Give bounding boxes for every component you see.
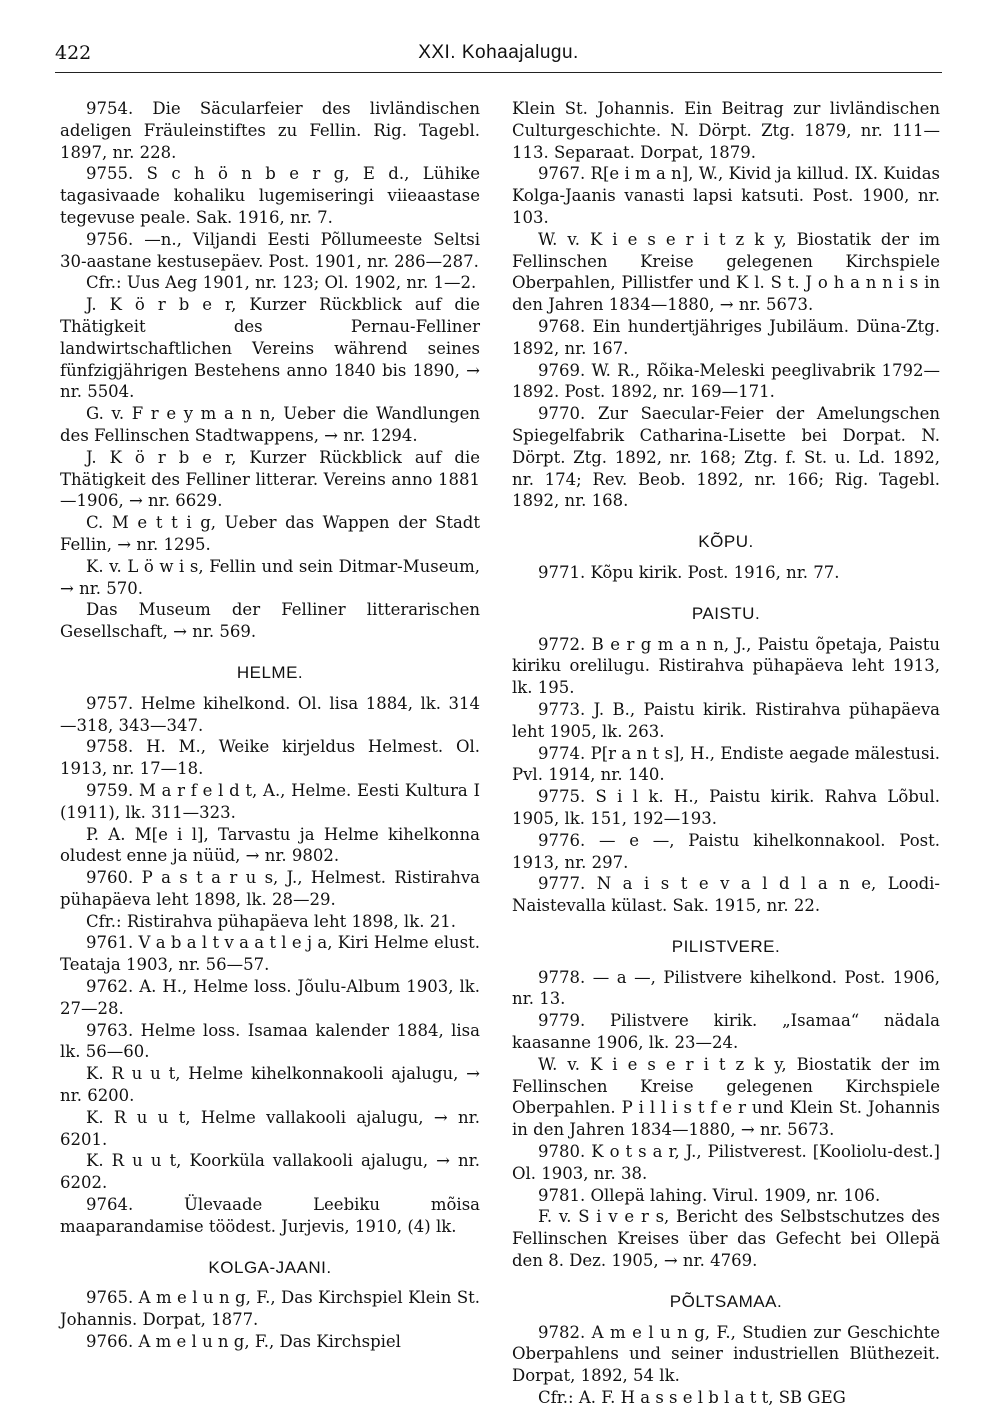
bibliography-entry: Klein St. Johannis. Ein Beitrag zur livländischen Culturgeschichte. N. Dörpt. Ztg. 1879, nr. 111—113. Separaat. Dorpat, 1879. — [512, 99, 940, 162]
bibliography-entry: 9758. H. M., Weike kirjeldus Helmest. Ol. 1913, nr. 17—18. — [60, 737, 480, 779]
bibliography-entry: K. v. L ö w i s, Fellin und sein Ditmar-Museum, → nr. 570. — [60, 556, 480, 598]
section-heading: PAISTU. — [691, 603, 761, 623]
bibliography-entry: 9771. Kõpu kirik. Post. 1916, nr. 77. — [538, 562, 840, 582]
bibliography-entry: Cfr.: Uus Aeg 1901, nr. 123; Ol. 1902, nr. 1—2. — [86, 273, 477, 293]
bibliography-entry: 9761. V a b a l t v a a t l e j a, Kiri Helme elust. Teataja 1903, nr. 56—57. — [60, 933, 480, 975]
bibliography-entry: 9778. — a —, Pilistvere kihelkond. Post. 1906, nr. 13. — [512, 967, 940, 1009]
bibliography-entry: K. R u u t, Koorküla vallakooli ajalugu, → nr. 6202. — [60, 1151, 480, 1193]
bibliography-entry: 9764. Ülevaade Leebiku mõisa maaparandamise töödest. Jurjevis, 1910, (4) lk. — [60, 1195, 480, 1236]
bibliography-entry: 9757. Helme kihelkond. Ol. lisa 1884, lk. 314—318, 343—347. — [60, 693, 480, 735]
bibliography-entry: 9779. Pilistvere kirik. „Isamaa“ nädala kaasanne 1906, lk. 23—24. — [512, 1011, 940, 1053]
bibliography-entry: J. K ö r b e r, Kurzer Rückblick auf die Thätigkeit des Pernau-Felliner landwirtschaftlichen Vereins während seines fünfzigjährigen Bestehens anno 1840 bis 1890, → nr. 5504. — [60, 295, 480, 402]
bibliography-entry: 9770. Zur Saecular-Feier der Amelungschen Spiegelfabrik Catharina-Lisette bei Dorpat. N. Dörpt. Ztg. 1892, nr. 168; Ztg. f. St. u. Ld. 1892, nr. 174; Rev. Beob. 1892, nr. 166; Rig. Tagebl. 1892, nr. 168. — [512, 404, 940, 511]
bibliography-entry: 9756. —n., Viljandi Eesti Põllumeeste Seltsi 30-aastane kestusepäev. Post. 1901, nr. 286—287. — [60, 229, 480, 271]
section-heading: KOLGA-JAANI. — [208, 1257, 332, 1277]
bibliography-entry: C. M e t t i g, Ueber das Wappen der Stadt Fellin, → nr. 1295. — [60, 513, 480, 554]
bibliography-entry: 9768. Ein hundertjähriges Jubiläum. Düna-Ztg. 1892, nr. 167. — [512, 316, 940, 358]
bibliography-entry: 9765. A m e l u n g, F., Das Kirchspiel Klein St. Johannis. Dorpat, 1877. — [60, 1288, 480, 1330]
bibliography-entry: 9754. Die Säcularfeier des livländischen adeligen Fräuleinstiftes zu Fellin. Rig. Tagebl. 1897, nr. 228. — [60, 99, 480, 162]
section-heading: PÕLTSAMAA. — [669, 1291, 783, 1311]
bibliography-entry: 9775. S i l k. H., Paistu kirik. Rahva Lõbul. 1905, lk. 151, 192—193. — [512, 787, 940, 828]
bibliography-entry: 9777. N a i s t e v a l d l a n e, Loodi-Naistevalla külast. Sak. 1915, nr. 22. — [512, 874, 940, 916]
bibliography-entry: 9760. P a s t a r u s, J., Helmest. Ristirahva pühapäeva leht 1898, lk. 28—29. — [60, 868, 480, 909]
bibliography-entry: 9781. Ollepä lahing. Virul. 1909, nr. 106. — [538, 1185, 881, 1205]
bibliography-entry: P. A. M[e i l], Tarvastu ja Helme kihelkonna oludest enne ja nüüd, → nr. 9802. — [60, 824, 480, 866]
running-title: XXI. Kohaajalugu. — [418, 42, 579, 63]
bibliography-entry: Das Museum der Felliner litterarischen Gesellschaft, → nr. 569. — [60, 600, 480, 642]
left-column — [60, 98, 480, 1353]
bibliography-entry: 9759. M a r f e l d t, A., Helme. Eesti Kultura I (1911), lk. 311—323. — [60, 780, 480, 822]
bibliography-entry: 9763. Helme loss. Isamaa kalender 1884, lisa lk. 56—60. — [60, 1020, 480, 1062]
bibliography-entry: Cfr.: Ristirahva pühapäeva leht 1898, lk. 21. — [86, 911, 456, 931]
bibliography-entry: 9780. K o t s a r, J., Pilistverest. [Kooliolu-dest.] Ol. 1903, nr. 38. — [512, 1142, 940, 1183]
bibliography-entry: 9774. P[r a n t s], H., Endiste aegade mälestusi. Pvl. 1914, nr. 140. — [512, 743, 940, 785]
bibliography-entry: 9773. J. B., Paistu kirik. Ristirahva pühapäeva leht 1905, lk. 263. — [512, 699, 940, 741]
bibliography-entry: 9782. A m e l u n g, F., Studien zur Geschichte Oberpahlens und seiner industriellen Blüthezeit. Dorpat, 1892, 54 lk. — [512, 1322, 940, 1386]
section-heading: PILISTVERE. — [671, 936, 781, 956]
bibliography-entry: F. v. S i v e r s, Bericht des Selbstschutzes des Fellinschen Kreises über das Gefecht bei Ollepä den 8. Dez. 1905, → nr. 4769. — [512, 1207, 940, 1271]
bibliography-entry: W. v. K i e s e r i t z k y, Biostatik der im Fellinschen Kreise gelegenen Kirchspiele Oberpahlen. P i l l i s t f e r und Klein St. Johannis in den Jahren 1834—1880, → nr. 5673. — [512, 1054, 940, 1140]
bibliography-entry: 9769. W. R., Rõika-Meleski peeglivabrik 1792—1892. Post. 1892, nr. 169—171. — [512, 360, 940, 402]
section-heading: HELME. — [236, 662, 304, 682]
bibliography-entry: 9772. B e r g m a n n, J., Paistu õpetaja, Paistu kiriku orelilugu. Ristirahva pühapäeva leht 1913, lk. 195. — [512, 634, 940, 698]
page-number: 422 — [55, 42, 92, 64]
bibliography-entry: 9766. A m e l u n g, F., Das Kirchspiel — [86, 1332, 401, 1352]
page-header — [55, 38, 942, 73]
right-column — [512, 98, 940, 1409]
section-heading: KÕPU. — [698, 532, 754, 552]
bibliography-entry: W. v. K i e s e r i t z k y, Biostatik der im Fellinschen Kreise gelegenen Kirchspiele Oberpahlen, Pillistfer und K l. S t. J o h a n n i s in den Jahren 1834—1880, → nr. 5673. — [512, 229, 940, 315]
bibliography-entry: J. K ö r b e r, Kurzer Rückblick auf die Thätigkeit des Felliner litterar. Vereins anno 1881—1906, → nr. 6629. — [60, 447, 480, 511]
bibliography-entry: 9767. R[e i m a n], W., Kivid ja killud. IX. Kuidas Kolga-Jaanis vanasti lapsi katsuti. Post. 1900, nr. 103. — [512, 164, 940, 227]
bibliography-entry: 9776. — e —, Paistu kihelkonnakool. Post. 1913, nr. 297. — [512, 830, 940, 872]
bibliography-entry: 9755. S c h ö n b e r g, E d., Lühike tagasivaade kohaliku lugemiseringi viieaastase tegevuse peale. Sak. 1916, nr. 7. — [60, 164, 480, 227]
bibliography-entry: 9762. A. H., Helme loss. Jõulu-Album 1903, lk. 27—28. — [60, 977, 480, 1018]
bibliography-entry: K. R u u t, Helme kihelkonnakooli ajalugu, → nr. 6200. — [60, 1064, 480, 1106]
bibliography-entry: Cfr.: A. F. H a s s e l b l a t t, SB GEG — [538, 1388, 846, 1408]
bibliography-entry: G. v. F r e y m a n n, Ueber die Wandlungen des Fellinschen Stadtwappens, → nr. 1294. — [60, 404, 480, 445]
bibliography-entry: K. R u u t, Helme vallakooli ajalugu, → nr. 6201. — [60, 1107, 480, 1149]
